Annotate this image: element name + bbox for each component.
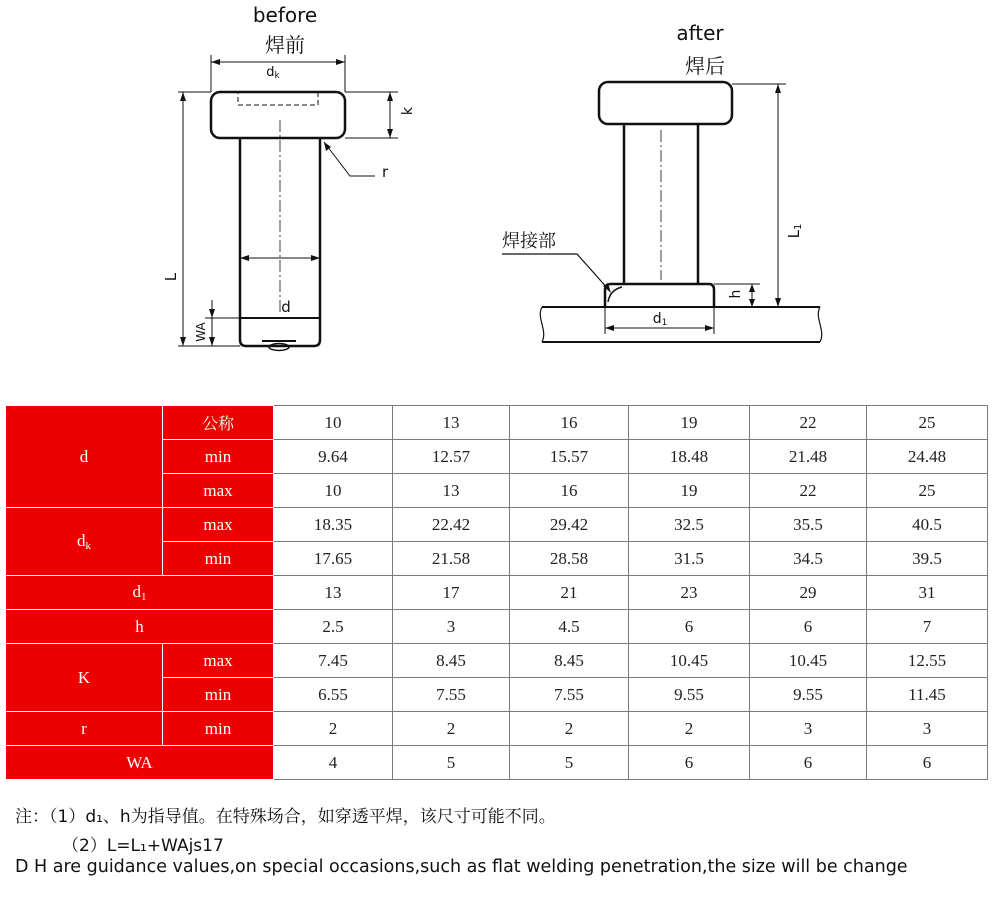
table-cell: 2 bbox=[510, 712, 629, 746]
table-body bbox=[6, 406, 988, 780]
row-sub-label: min bbox=[163, 440, 274, 474]
table-row bbox=[6, 644, 988, 678]
table-cell: 29.42 bbox=[510, 508, 629, 542]
table-cell: 40.5 bbox=[867, 508, 988, 542]
table-row bbox=[6, 610, 988, 644]
row-sub-label: min bbox=[163, 712, 274, 746]
note-line-1: 注：（1）d₁、h为指导值。在特殊场合，如穿透平焊，该尺寸可能不同。 bbox=[15, 807, 556, 827]
row-group-r: r bbox=[6, 712, 163, 746]
table-cell: 3 bbox=[867, 712, 988, 746]
table-cell: 4.5 bbox=[510, 610, 629, 644]
table-cell: 6 bbox=[629, 746, 750, 780]
table-cell: 7.55 bbox=[393, 678, 510, 712]
table-cell: 7 bbox=[867, 610, 988, 644]
table-cell: 9.64 bbox=[274, 440, 393, 474]
table-cell: 6 bbox=[629, 610, 750, 644]
d1-subscript: 1 bbox=[141, 591, 147, 603]
table-cell: 19 bbox=[629, 474, 750, 508]
table-cell: 2 bbox=[393, 712, 510, 746]
technical-drawing bbox=[0, 0, 992, 395]
table-cell: 2 bbox=[274, 712, 393, 746]
row-sub-label: 公称 bbox=[163, 406, 274, 440]
table-cell: 16 bbox=[510, 474, 629, 508]
table-cell: 9.55 bbox=[750, 678, 867, 712]
table-cell: 8.45 bbox=[393, 644, 510, 678]
L1-dimension-label: L1 bbox=[785, 223, 804, 239]
table-cell: 12.57 bbox=[393, 440, 510, 474]
table-cell: 21 bbox=[510, 576, 629, 610]
before-drawing bbox=[162, 3, 416, 351]
table-cell: 2.5 bbox=[274, 610, 393, 644]
table-cell: 7.55 bbox=[510, 678, 629, 712]
table-cell: 11.45 bbox=[867, 678, 988, 712]
table-cell: 7.45 bbox=[274, 644, 393, 678]
note-line-2: （2）L=L₁+WAjs17 bbox=[62, 836, 224, 856]
dk-label: d bbox=[77, 531, 86, 550]
table-row bbox=[6, 406, 988, 440]
table-cell: 10 bbox=[274, 406, 393, 440]
table-cell: 3 bbox=[393, 610, 510, 644]
after-drawing bbox=[502, 21, 822, 342]
table-cell: 16 bbox=[510, 406, 629, 440]
table-cell: 5 bbox=[393, 746, 510, 780]
WA-dimension-label: WA bbox=[194, 322, 208, 342]
table-cell: 6.55 bbox=[274, 678, 393, 712]
table-cell: 12.55 bbox=[867, 644, 988, 678]
table-cell: 10.45 bbox=[750, 644, 867, 678]
dk-subscript: k bbox=[85, 540, 91, 552]
table-cell: 15.57 bbox=[510, 440, 629, 474]
after-title-en: after bbox=[676, 21, 724, 45]
table-cell: 34.5 bbox=[750, 542, 867, 576]
after-title-cn: 焊后 bbox=[685, 54, 725, 78]
table-cell: 31 bbox=[867, 576, 988, 610]
row-sub-label: max bbox=[163, 508, 274, 542]
table-cell: 35.5 bbox=[750, 508, 867, 542]
specification-table bbox=[5, 405, 988, 780]
table-cell: 10 bbox=[274, 474, 393, 508]
table-cell: 23 bbox=[629, 576, 750, 610]
h-dimension-label: h bbox=[728, 289, 744, 299]
table-cell: 8.45 bbox=[510, 644, 629, 678]
d1-dimension-label: d1 bbox=[652, 311, 668, 328]
row-group-h: h bbox=[6, 610, 274, 644]
table-row bbox=[6, 746, 988, 780]
row-sub-label: max bbox=[163, 644, 274, 678]
table-cell: 17 bbox=[393, 576, 510, 610]
r-label: r bbox=[382, 163, 389, 181]
table-cell: 25 bbox=[867, 474, 988, 508]
table-cell: 4 bbox=[274, 746, 393, 780]
table-cell: 29 bbox=[750, 576, 867, 610]
table-row bbox=[6, 508, 988, 542]
table-cell: 21.58 bbox=[393, 542, 510, 576]
row-group-d1 bbox=[6, 576, 274, 610]
before-title-en: before bbox=[252, 3, 318, 27]
table-cell: 13 bbox=[393, 474, 510, 508]
table-cell: 10.45 bbox=[629, 644, 750, 678]
table-cell: 5 bbox=[510, 746, 629, 780]
row-sub-label: min bbox=[163, 678, 274, 712]
table-cell: 31.5 bbox=[629, 542, 750, 576]
table-cell: 6 bbox=[750, 746, 867, 780]
table-cell: 19 bbox=[629, 406, 750, 440]
table-cell: 13 bbox=[393, 406, 510, 440]
table-cell: 6 bbox=[867, 746, 988, 780]
table-cell: 3 bbox=[750, 712, 867, 746]
table-cell: 21.48 bbox=[750, 440, 867, 474]
row-sub-label: min bbox=[163, 542, 274, 576]
row-group-d: d bbox=[6, 406, 163, 508]
table-cell: 17.65 bbox=[274, 542, 393, 576]
table-cell: 22 bbox=[750, 406, 867, 440]
row-group-K: K bbox=[6, 644, 163, 712]
table-cell: 32.5 bbox=[629, 508, 750, 542]
table-cell: 25 bbox=[867, 406, 988, 440]
before-title-cn: 焊前 bbox=[265, 33, 305, 57]
d-dimension-label: d bbox=[281, 298, 291, 316]
k-dimension-label: k bbox=[400, 106, 416, 116]
row-sub-label: max bbox=[163, 474, 274, 508]
table-cell: 6 bbox=[750, 610, 867, 644]
L-dimension-label: L bbox=[162, 272, 180, 282]
weld-zone-label: 焊接部 bbox=[502, 231, 556, 252]
table-cell: 22 bbox=[750, 474, 867, 508]
row-group-WA: WA bbox=[6, 746, 274, 780]
table-cell: 2 bbox=[629, 712, 750, 746]
table-cell: 22.42 bbox=[393, 508, 510, 542]
table-row bbox=[6, 712, 988, 746]
table-cell: 13 bbox=[274, 576, 393, 610]
table-cell: 39.5 bbox=[867, 542, 988, 576]
table-cell: 18.48 bbox=[629, 440, 750, 474]
table-cell: 28.58 bbox=[510, 542, 629, 576]
table-cell: 9.55 bbox=[629, 678, 750, 712]
dk-dimension-label: dk bbox=[266, 65, 280, 81]
table-cell: 18.35 bbox=[274, 508, 393, 542]
table-row bbox=[6, 576, 988, 610]
note-line-3: D H are guidance values,on special occasions,such as flat welding penetration,the size will be change bbox=[15, 857, 908, 877]
row-group-dk bbox=[6, 508, 163, 576]
table-cell: 24.48 bbox=[867, 440, 988, 474]
d1-label: d bbox=[132, 582, 141, 601]
